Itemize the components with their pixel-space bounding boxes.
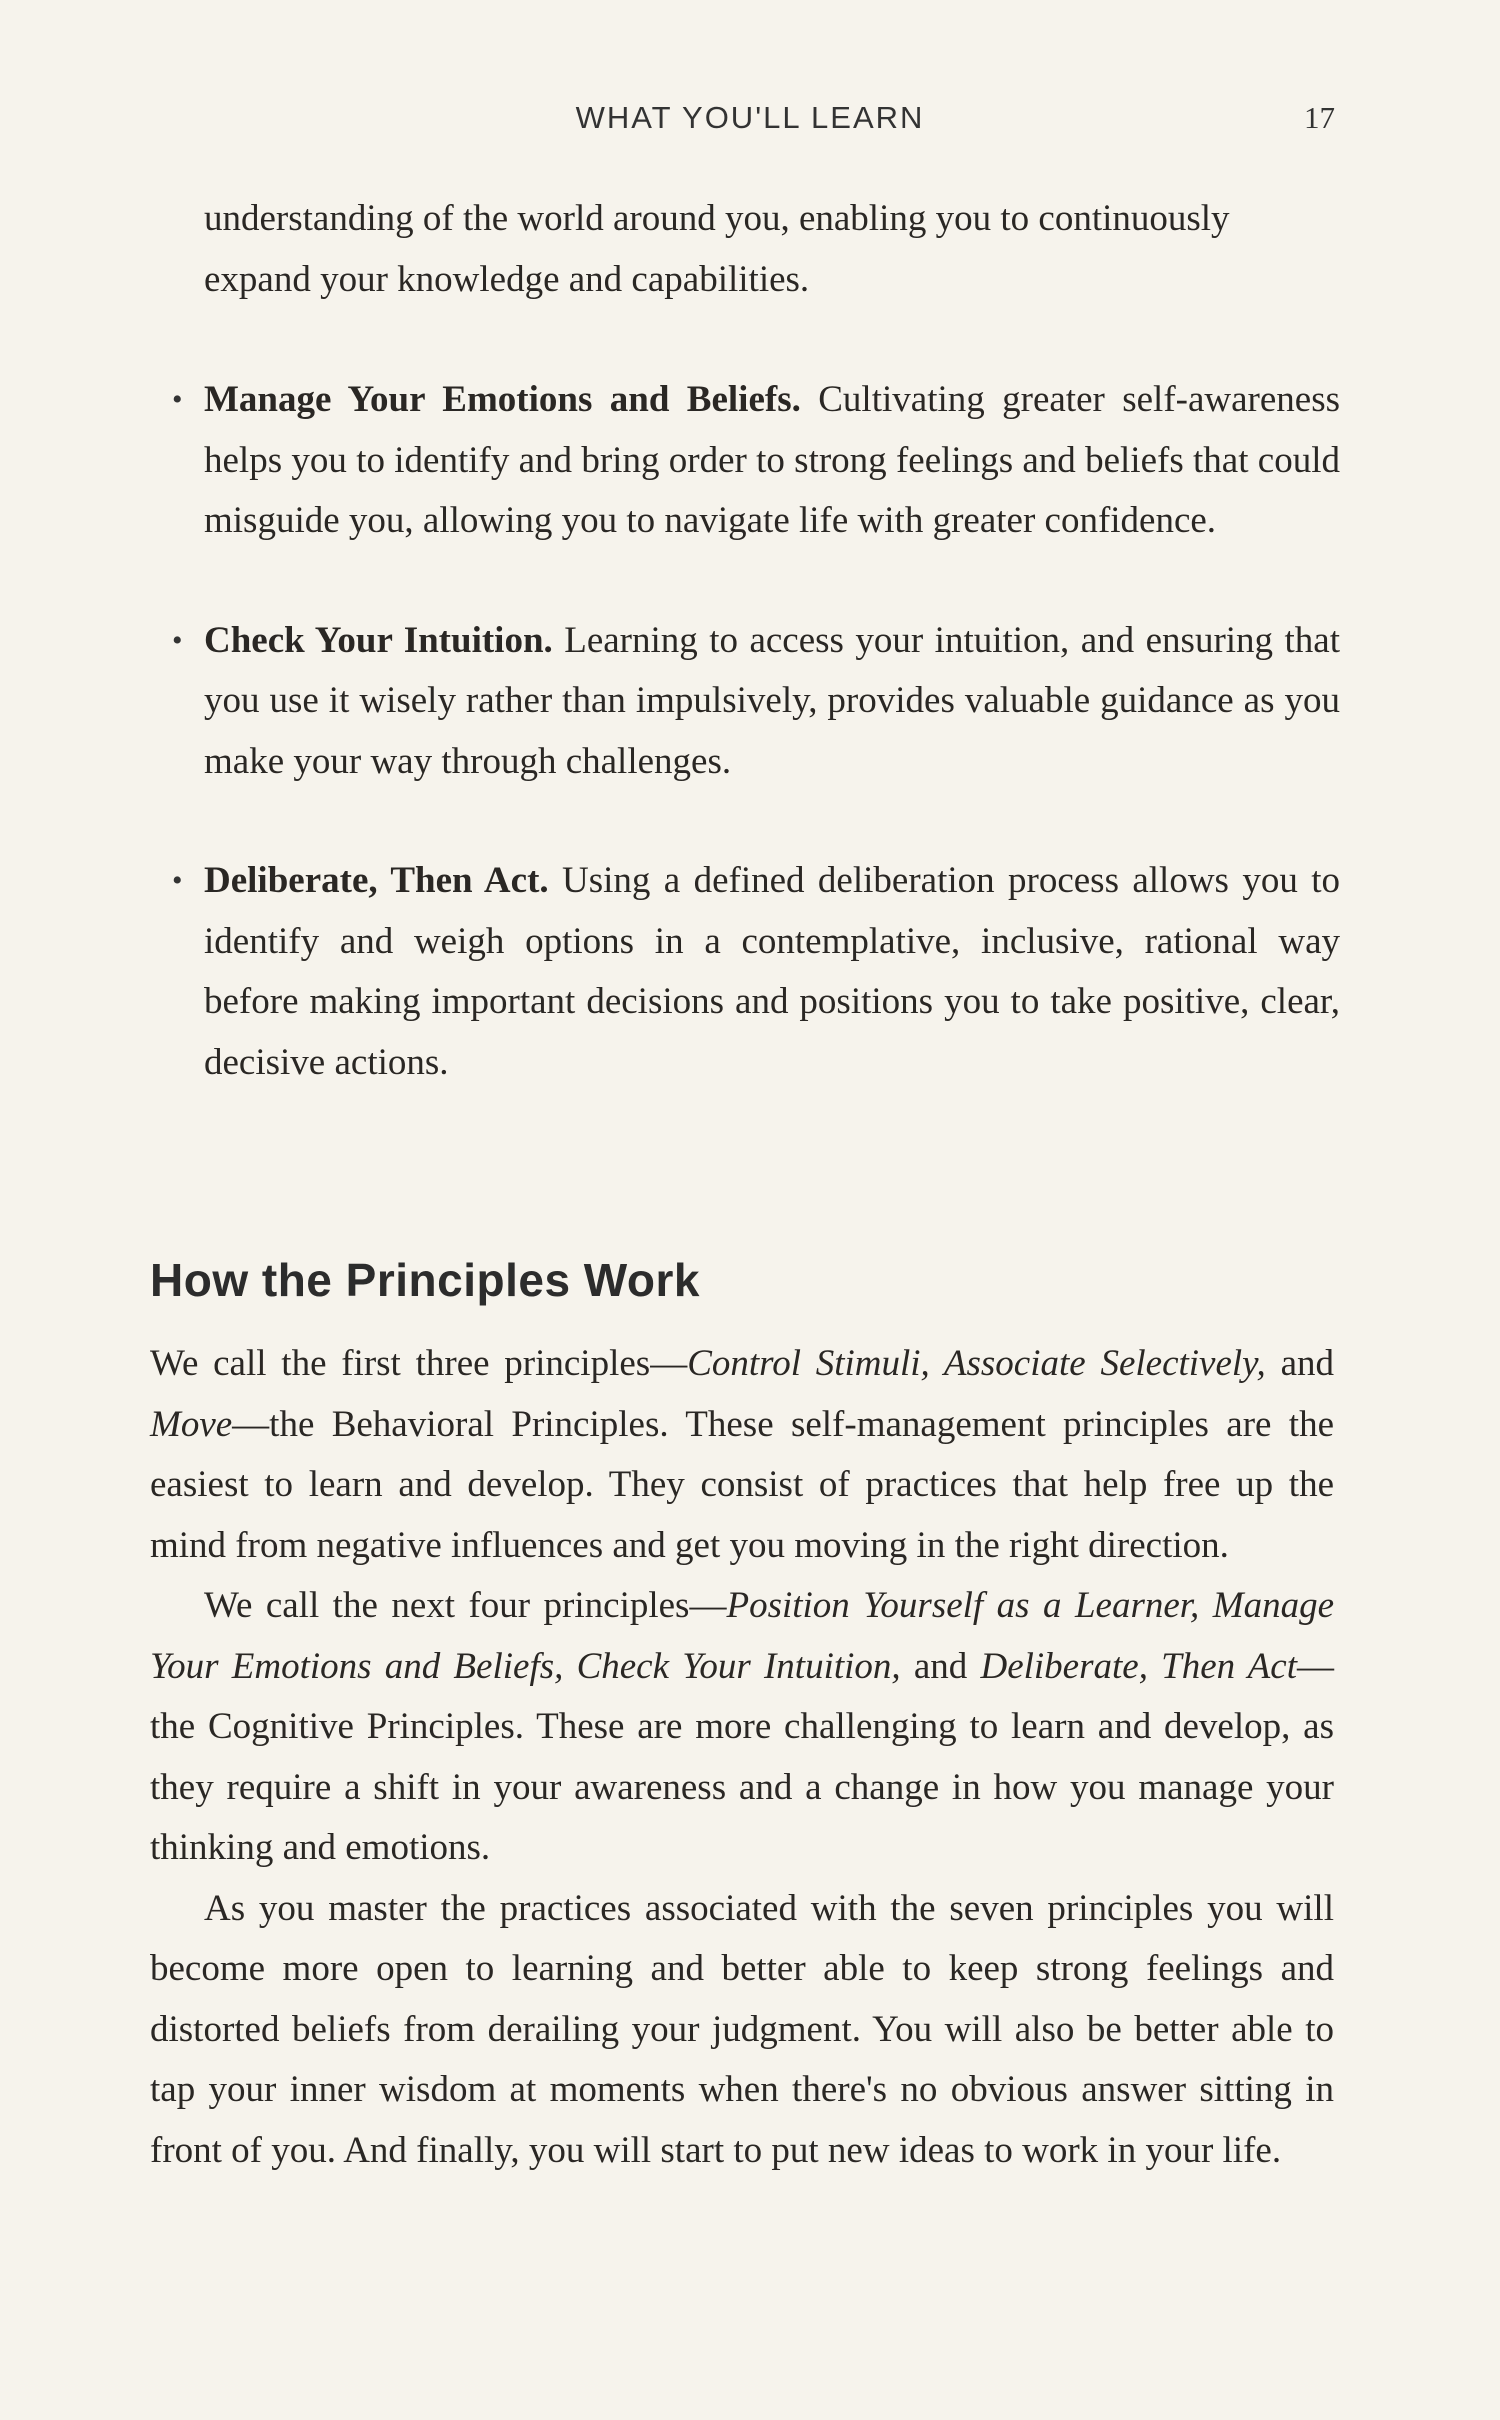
running-head-title: WHAT YOU'LL LEARN (575, 100, 925, 135)
bullet-text: Cultivating greater self-awareness helps you to identify and bring order to strong feelings and beliefs that could misguide you, allowing you to navigate life with greater confidence. (204, 379, 1340, 541)
text-run: and (900, 1645, 981, 1687)
italic-run: Position Yourself as a Learner, Manage Your Emotions and Beliefs, Check Your Intuition, (150, 1585, 1334, 1687)
bullet-title: Manage Your Emotions and Beliefs. (204, 379, 801, 420)
running-head (0, 100, 1500, 144)
paragraph-behavioral (150, 1334, 1334, 1576)
italic-run: Deliberate, Then Act (980, 1645, 1297, 1687)
bullet-dot-icon: • (172, 383, 183, 416)
text-run: We call the next four principles— (204, 1585, 727, 1626)
bullet-text: Using a defined deliberation process allows you to identify and weigh options in a contemplative, inclusive, rational way before making important decisions and positions you to take positive, clear, decisive actions. (204, 860, 1340, 1083)
bullet-text: Learning to access your intuition, and ensuring that you use it wisely rather than impulsively, provides valuable guidance as you make your way through challenges. (204, 619, 1340, 782)
italic-run: Control Stimuli, Associate Selectively, (687, 1343, 1266, 1384)
section-heading: How the Principles Work (150, 1254, 700, 1306)
text-run: —the Cognitive Principles. These are more challenging to learn and develop, as they require a shift in your awareness and a change in how you manage your thinking and emotions. (150, 1645, 1334, 1868)
bullet-dot-icon: • (172, 864, 183, 897)
italic-run: Move (150, 1403, 233, 1445)
bullet-item (160, 611, 1340, 793)
bullet-dot-icon: • (172, 623, 183, 657)
bullet-list (160, 370, 1340, 1152)
bullet-item (160, 370, 1340, 552)
continued-paragraph: understanding of the world around you, enabling you to continuously expand your knowledge and capabilities. (204, 198, 1230, 300)
bullet-title: Deliberate, Then Act. (204, 860, 549, 901)
page-number: 17 (1304, 100, 1335, 135)
bullet-title: Check Your Intuition. (204, 619, 553, 661)
bullet-item (160, 851, 1340, 1093)
paragraph-mastery: As you master the practices associated with the seven principles you will become more open to learning and better able to keep strong feelings and distorted beliefs from derailing your judgment. You will also be better able to tap your inner wisdom at moments when there's no obvious answer sitting in front of you. And finally, you will start to put new ideas to work in your life. (150, 1887, 1334, 2171)
text-run: and (1265, 1343, 1334, 1384)
section-body (150, 1334, 1334, 2181)
text-run: We call the first three principles— (150, 1343, 688, 1384)
paragraph-cognitive (150, 1576, 1334, 1879)
text-run: —the Behavioral Principles. These self-management principles are the easiest to learn and develop. They consist of practices that help free up the mind from negative influences and get you moving in the right direction. (150, 1403, 1334, 1566)
